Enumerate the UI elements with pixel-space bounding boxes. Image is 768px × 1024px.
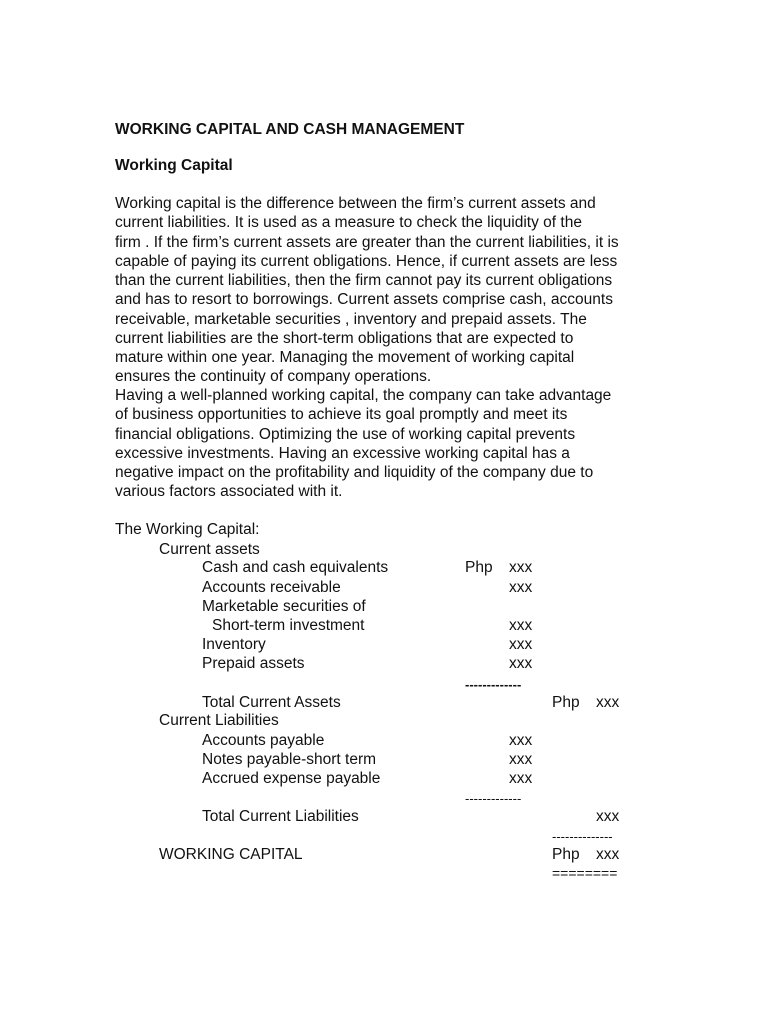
liability-item-label: Accounts payable bbox=[202, 732, 325, 749]
asset-item-amount: xxx bbox=[509, 617, 533, 634]
paragraph-line: various factors associated with it. bbox=[115, 483, 343, 500]
total-current-assets-label: Total Current Assets bbox=[202, 694, 341, 711]
asset-item-label: Marketable securities of bbox=[202, 598, 366, 615]
total-current-assets-amount: xxx bbox=[596, 694, 620, 711]
schedule-title: The Working Capital: bbox=[115, 521, 260, 538]
paragraph-line: capable of paying its current obligations. Hence, if current assets are less bbox=[115, 253, 618, 270]
asset-item-amount: xxx bbox=[509, 636, 533, 653]
total-current-assets-currency: Php bbox=[552, 694, 580, 711]
asset-item-amount: xxx bbox=[509, 559, 533, 576]
paragraph-line: excessive investments. Having an excessive working capital has a bbox=[115, 445, 570, 462]
liability-item-label: Notes payable-short term bbox=[202, 751, 377, 768]
liability-item-amount: xxx bbox=[509, 732, 533, 749]
paragraph-line: negative impact on the profitability and liquidity of the company due to bbox=[115, 464, 594, 481]
working-capital-label: WORKING CAPITAL bbox=[159, 846, 303, 863]
liability-item-amount: xxx bbox=[509, 751, 533, 768]
asset-item-label: Short-term investment bbox=[212, 617, 365, 634]
paragraph-line: of business opportunities to achieve its goal promptly and meet its bbox=[115, 406, 568, 423]
total-rule: -------------- bbox=[552, 829, 613, 844]
asset-item-label: Prepaid assets bbox=[202, 655, 305, 672]
liability-item-label: Accrued expense payable bbox=[202, 770, 381, 787]
paragraph-line: receivable, marketable securities , inventory and prepaid assets. The bbox=[115, 311, 587, 328]
paragraph-line: Having a well-planned working capital, the company can take advantage bbox=[115, 387, 612, 404]
paragraph-line: mature within one year. Managing the movement of working capital bbox=[115, 349, 575, 366]
paragraph-line: current liabilities are the short-term obligations that are expected to bbox=[115, 330, 574, 347]
total-current-liabilities-label: Total Current Liabilities bbox=[202, 808, 359, 825]
paragraph-line: current liabilities. It is used as a measure to check the liquidity of the bbox=[115, 214, 582, 231]
document-title: WORKING CAPITAL AND CASH MANAGEMENT bbox=[115, 121, 465, 138]
working-capital-currency: Php bbox=[552, 846, 580, 863]
asset-item-label: Cash and cash equivalents bbox=[202, 559, 389, 576]
asset-item-amount: xxx bbox=[509, 655, 533, 672]
liability-item-amount: xxx bbox=[509, 770, 533, 787]
working-capital-amount: xxx bbox=[596, 846, 620, 863]
asset-item-label: Inventory bbox=[202, 636, 266, 653]
paragraph-line: Working capital is the difference between the firm’s current assets and bbox=[115, 195, 596, 212]
current-assets-heading: Current assets bbox=[159, 541, 260, 558]
current-liabilities-heading: Current Liabilities bbox=[159, 712, 279, 729]
paragraph-line: and has to resort to borrowings. Current assets comprise cash, accounts bbox=[115, 291, 613, 308]
paragraph-line: firm . If the firm’s current assets are greater than the current liabilities, it is bbox=[115, 234, 619, 251]
section-title: Working Capital bbox=[115, 157, 233, 174]
asset-item-label: Accounts receivable bbox=[202, 579, 341, 596]
paragraph-line: ensures the continuity of company operations. bbox=[115, 368, 432, 385]
paragraph-line: than the current liabilities, then the firm cannot pay its current obligations bbox=[115, 272, 613, 289]
asset-item-currency: Php bbox=[465, 559, 493, 576]
assets-subtotal-rule: ------------- bbox=[465, 677, 522, 692]
total-current-liabilities-amount: xxx bbox=[596, 808, 620, 825]
double-rule: ======== bbox=[552, 865, 618, 881]
asset-item-amount: xxx bbox=[509, 579, 533, 596]
paragraph-line: financial obligations. Optimizing the use of working capital prevents bbox=[115, 426, 576, 443]
liabilities-subtotal-rule: ------------- bbox=[465, 791, 522, 806]
